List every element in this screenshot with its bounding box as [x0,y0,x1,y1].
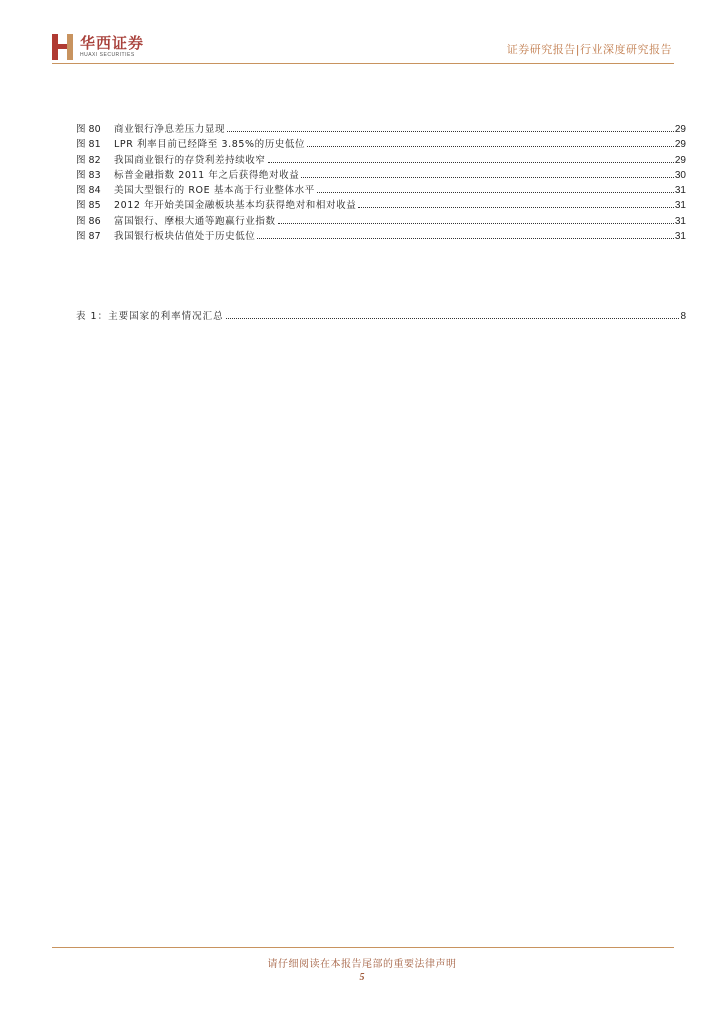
toc-entry-title: 富国银行、摩根大通等跑赢行业指数 [114,215,276,227]
toc-entry-title: LPR 利率目前已经降至 3.85%的历史低位 [114,139,306,151]
report-type-left: 证券研究报告 [506,43,576,56]
toc-leader-dots [268,153,674,163]
toc-leader-dots [226,309,680,319]
logo-english-name: HUAXI SECURITIES [80,52,135,58]
toc-leader-dots [307,137,674,147]
toc-leader-dots [257,229,673,239]
toc-leader-dots [227,122,674,132]
toc-entry-title: 商业银行净息差压力显现 [114,124,226,135]
toc-leader-dots [301,168,674,178]
logo-chinese-name: 华西证券 [80,34,145,52]
toc-entry-title: 主要国家的利率情况汇总 [108,311,224,322]
toc-entry-page: 31 [674,200,686,212]
toc-entry[interactable] [76,122,688,137]
page-header [52,32,674,66]
toc-entry[interactable] [76,168,688,183]
toc-entry-title: 标普金融指数 2011 年之后获得绝对收益 [114,169,300,181]
figure-toc [76,122,688,244]
toc-entry-number: 图 82 [76,154,101,166]
toc-entry-number: 图 81 [76,139,101,151]
table-toc [76,309,688,324]
toc-entry[interactable] [76,137,688,152]
report-type [507,41,672,57]
header-divider [52,63,674,64]
toc-entry-title: 2012 年开始美国金融板块基本均获得绝对和相对收益 [114,200,357,212]
toc-entry-page: 30 [674,169,686,181]
company-logo [52,32,162,62]
toc-entry-number: 图 86 [76,215,101,227]
toc-entry-title: 我国银行板块估值处于历史低位 [114,231,256,243]
toc-entry[interactable] [76,214,688,229]
toc-entry-page: 31 [674,185,686,197]
toc-leader-dots [358,198,674,208]
toc-leader-dots [278,214,674,224]
toc-leader-dots [317,183,674,193]
toc-entry[interactable] [76,229,688,244]
toc-entry[interactable] [76,198,688,213]
report-type-right: 行业深度研究报告 [580,43,672,56]
toc-entry-page: 31 [674,231,686,243]
footer-divider [52,947,674,948]
toc-entry[interactable] [76,309,688,324]
toc-entry-number: 图 87 [76,231,101,243]
toc-entry[interactable] [76,183,688,198]
toc-entry-page: 29 [674,139,686,151]
toc-entry-number: 图 80 [76,124,101,135]
toc-entry[interactable] [76,153,688,168]
toc-entry-title: 我国商业银行的存贷利差持续收窄 [114,154,266,166]
toc-entry-page: 31 [674,215,686,227]
toc-entry-page: 8 [680,311,686,322]
huaxi-logo-icon [52,34,74,60]
toc-entry-page: 29 [674,154,686,166]
legal-disclaimer-note: 请仔细阅读在本报告尾部的重要法律声明 [267,959,457,970]
toc-entry-number: 图 84 [76,185,101,197]
toc-entry-number: 图 83 [76,169,101,181]
toc-entry-title: 美国大型银行的 ROE 基本高于行业整体水平 [114,185,315,197]
report-type-separator: | [575,43,580,56]
toc-entry-page: 29 [674,124,686,135]
page-number: 5 [359,972,365,983]
toc-entry-number: 图 85 [76,200,101,212]
toc-entry-number: 表 1： [76,311,109,322]
